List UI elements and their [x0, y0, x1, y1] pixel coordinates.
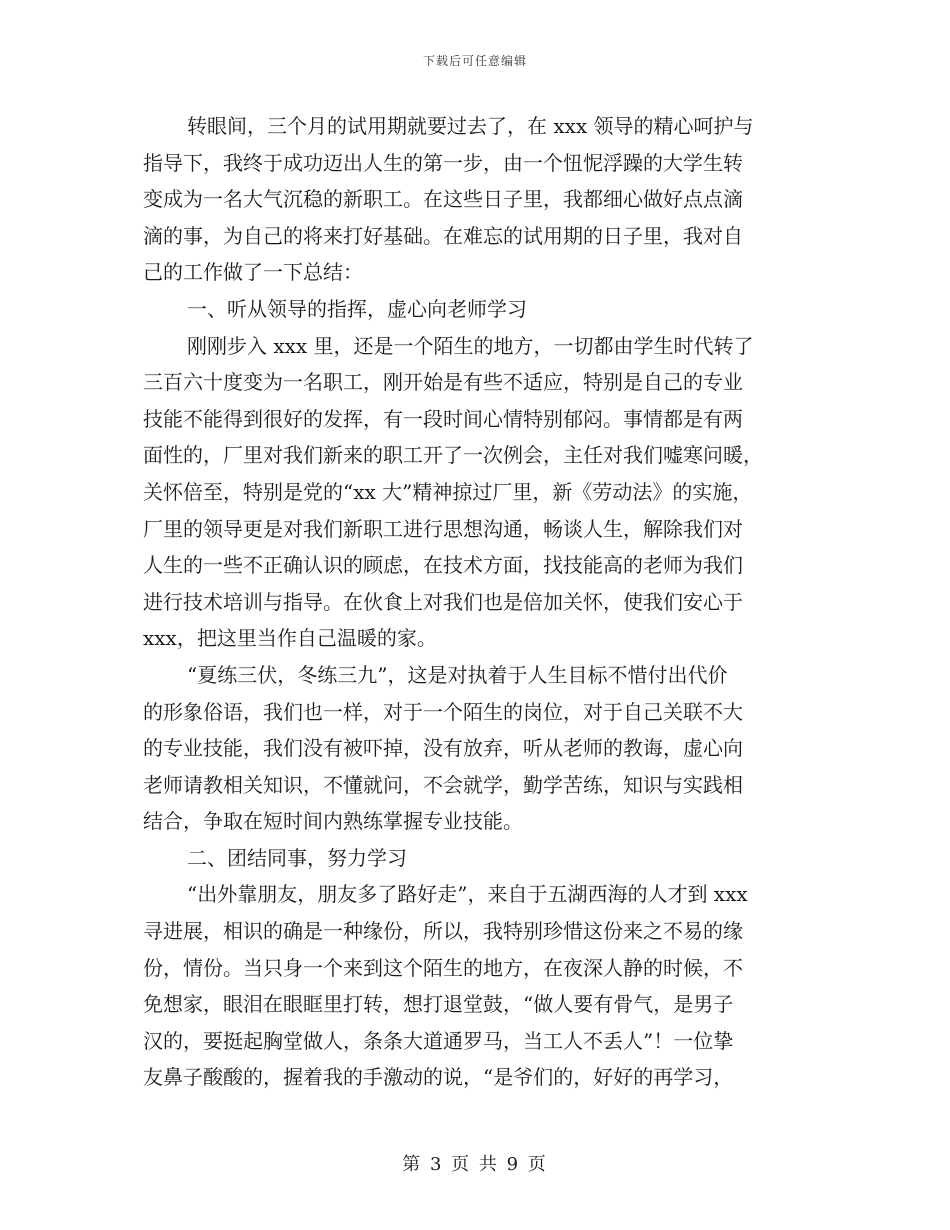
text-line: xxx，把这里当作自己温暖的家。: [143, 626, 437, 651]
text-line: 的专业技能，我们没有被吓掉，没有放弃，听从老师的教诲，虚心向: [143, 736, 743, 761]
text-line: 人生的一些不正确认识的顾虑，在技术方面，找技能高的老师为我们: [143, 553, 743, 578]
text-line: 技能不能得到很好的发挥，有一段时间心情特别郁闷。事情都是有两: [143, 406, 743, 431]
text-line: 份，情份。当只身一个来到这个陌生的地方，在夜深人静的时候，不: [143, 955, 743, 980]
text-line: 指导下，我终于成功迈出人生的第一步，由一个忸怩浮躁的大学生转: [143, 150, 743, 175]
text-line: 友鼻子酸酸的，握着我的手激动的说，“是爷们的，好好的再学习，: [143, 1065, 734, 1090]
text-line: 进行技术培训与指导。在伙食上对我们也是倍加关怀，使我们安心于: [143, 589, 743, 614]
document-body: [143, 108, 813, 1096]
section-heading: 二、团结同事，努力学习: [187, 845, 407, 870]
text-line: 寻进展，相识的确是一种缘份，所以，我特别珍惜这份来之不易的缘: [143, 919, 743, 944]
text-line: 滴的事，为自己的将来打好基础。在难忘的试用期的日子里，我对自: [143, 223, 743, 248]
text-line: 变成为一名大气沉稳的新职工。在这些日子里，我都细心做好点点滴: [143, 187, 743, 212]
text-line: 的形象俗语，我们也一样，对于一个陌生的岗位，对于自己关联不大: [143, 699, 743, 724]
text-line: “出外靠朋友，朋友多了路好走”，来自于五湖西海的人才到 xxx: [187, 882, 748, 907]
text-line: “夏练三伏，冬练三九”，这是对执着于人生目标不惜付出代价: [187, 662, 728, 687]
text-line: 关怀倍至，特别是党的“xx 大”精神掠过厂里，新《劳动法》的实施，: [143, 479, 753, 504]
text-line: 三百六十度变为一名职工，刚开始是有些不适应，特别是自己的专业: [143, 370, 743, 395]
text-line: 己的工作做了一下总结：: [143, 260, 363, 285]
text-line: 面性的，厂里对我们新来的职工开了一次例会，主任对我们嘘寒问暖，: [143, 443, 763, 468]
page-header-note: 下载后可任意编辑: [422, 54, 527, 68]
text-line: 汉的，要挺起胸堂做人，条条大道通罗马，当工人不丢人”！一位挚: [143, 1028, 734, 1053]
text-line: 结合，争取在短时间内熟练掌握专业技能。: [143, 809, 523, 834]
text-line: 厂里的领导更是对我们新职工进行思想沟通，畅谈人生，解除我们对: [143, 516, 743, 541]
section-heading: 一、听从领导的指挥，虚心向老师学习: [187, 296, 527, 321]
text-line: 免想家，眼泪在眼眶里打转，想打退堂鼓，“做人要有骨气，是男子: [143, 992, 734, 1017]
text-line: 转眼间，三个月的试用期就要过去了，在 xxx 领导的精心呵护与: [187, 114, 754, 138]
page-number-footer: 第 3 页 共 9 页: [402, 1154, 548, 1175]
text-line: 刚刚步入 xxx 里，还是一个陌生的地方，一切都由学生时代转了: [187, 333, 754, 358]
text-line: 老师请教相关知识，不懂就问，不会就学，勤学苦练，知识与实践相: [143, 772, 743, 797]
